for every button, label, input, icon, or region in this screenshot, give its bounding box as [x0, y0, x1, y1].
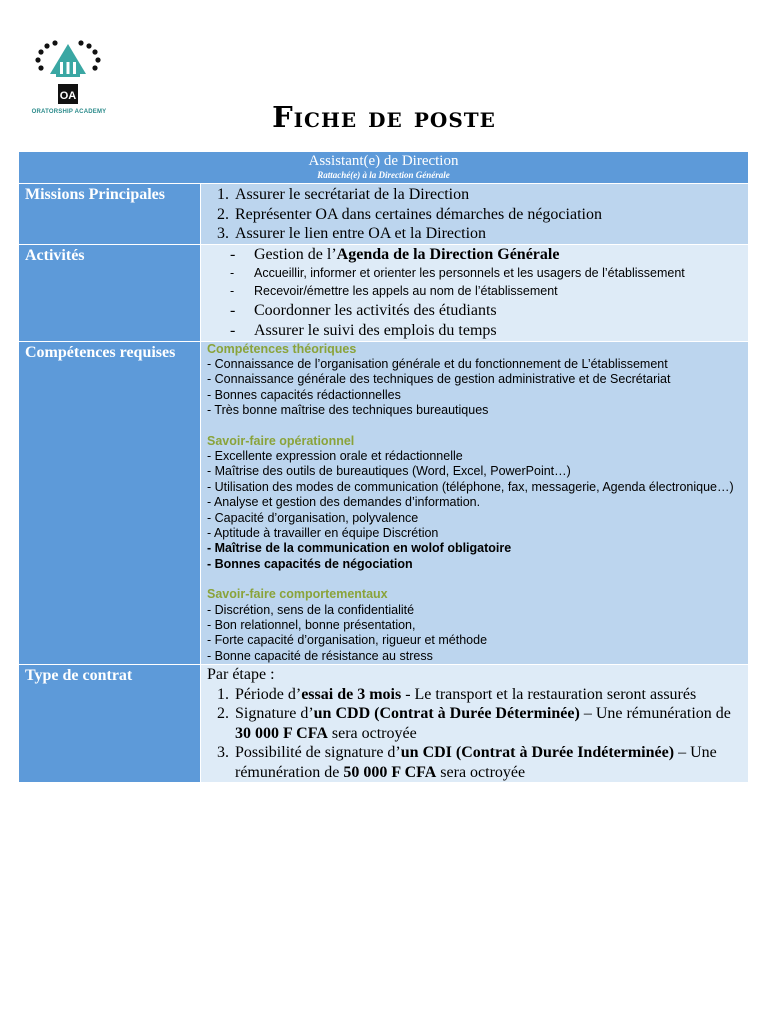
- activites-list: [201, 245, 748, 341]
- table-row-missions: [19, 184, 749, 245]
- section-title-operationnel: Savoir-faire opérationnel: [207, 433, 355, 448]
- list-item: - Coordonner les activités des étudiants: [201, 301, 748, 321]
- contrat-steps: [207, 685, 742, 783]
- logo-caption: ORATORSHIP ACADEMY: [31, 109, 107, 115]
- contrat-cell: [201, 665, 749, 783]
- table-row-competences: [19, 341, 749, 665]
- list-item: - Bonnes capacités rédactionnelles: [207, 387, 401, 402]
- list-item: - Connaissance de l’organisation générale et du fonctionnement de L’établissement: [207, 356, 668, 371]
- table-row-activites: [19, 244, 749, 341]
- list-item: 1. Assurer le secrétariat de la Direction: [233, 185, 748, 205]
- activites-label: Activités: [19, 244, 201, 341]
- list-item: - Recevoir/émettre les appels au nom de l’établissement: [201, 281, 748, 301]
- list-item: - Utilisation des modes de communication (téléphone, fax, messagerie, Agenda électronique…): [207, 479, 734, 494]
- list-item: 3. Possibilité de signature d’un CDI (Contrat à Durée Indéterminée) – Une rémunération de 50 000 F CFA sera octroyée: [233, 743, 742, 782]
- list-item: - Maîtrise de la communication en wolof obligatoire: [207, 541, 512, 556]
- missions-label: Missions Principales: [19, 184, 201, 245]
- list-item: 2. Signature d’un CDD (Contrat à Durée Déterminée) – Une rémunération de 30 000 F CFA sera octroyée: [233, 704, 742, 743]
- job-title: Assistant(e) de Direction: [308, 153, 459, 169]
- list-item: - Très bonne maîtrise des techniques bureautiques: [207, 403, 489, 418]
- list-item: 3. Assurer le lien entre OA et la Direction: [233, 224, 748, 244]
- list-item: - Bon relationnel, bonne présentation,: [207, 618, 416, 632]
- table-row-contrat: [19, 665, 749, 783]
- job-description-table: [18, 151, 749, 783]
- competences-cell: [201, 341, 749, 665]
- contrat-label: Type de contrat: [19, 665, 201, 783]
- contrat-intro: Par étape :: [207, 666, 275, 684]
- list-item: - Capacité d’organisation, polyvalence: [207, 510, 419, 525]
- list-item: - Assurer le suivi des emplois du temps: [201, 321, 748, 341]
- list-item: 1. Période d’essai de 3 mois - Le transport et la restauration seront assurés: [233, 685, 742, 705]
- list-item: - Accueillir, informer et orienter les personnels et les usagers de l’établissement: [201, 265, 748, 281]
- list-item: - Discrétion, sens de la confidentialité: [207, 602, 415, 617]
- section-title-theoriques: Compétences théoriques: [207, 341, 357, 356]
- list-item: - Analyse et gestion des demandes d’information.: [207, 495, 481, 510]
- list-item: - Gestion de l’Agenda de la Direction Générale: [201, 245, 748, 265]
- list-item: - Excellente expression orale et rédactionnelle: [207, 448, 463, 463]
- list-item: - Forte capacité d’organisation, rigueur et méthode: [207, 633, 488, 648]
- list-item: 2. Représenter OA dans certaines démarches de négociation: [233, 205, 748, 225]
- logo-initials: OA: [59, 90, 77, 102]
- list-item: - Aptitude à travailler en équipe Discrétion: [207, 525, 439, 540]
- table-header: [19, 152, 749, 184]
- list-item: - Maîtrise des outils de bureautiques (Word, Excel, PowerPoint…): [207, 464, 571, 479]
- section-title-comportementaux: Savoir-faire comportementaux: [207, 587, 388, 602]
- list-item: - Connaissance générale des techniques de gestion administrative et de Secrétariat: [207, 372, 671, 387]
- list-item: - Bonne capacité de résistance au stress: [207, 648, 433, 663]
- job-subtitle: Rattaché(e) à la Direction Générale: [317, 170, 450, 180]
- competences-label: Compétences requises: [19, 341, 201, 665]
- missions-list: [201, 185, 748, 244]
- list-item: - Bonnes capacités de négociation: [207, 556, 413, 571]
- page-title: Fiche de poste: [272, 100, 496, 134]
